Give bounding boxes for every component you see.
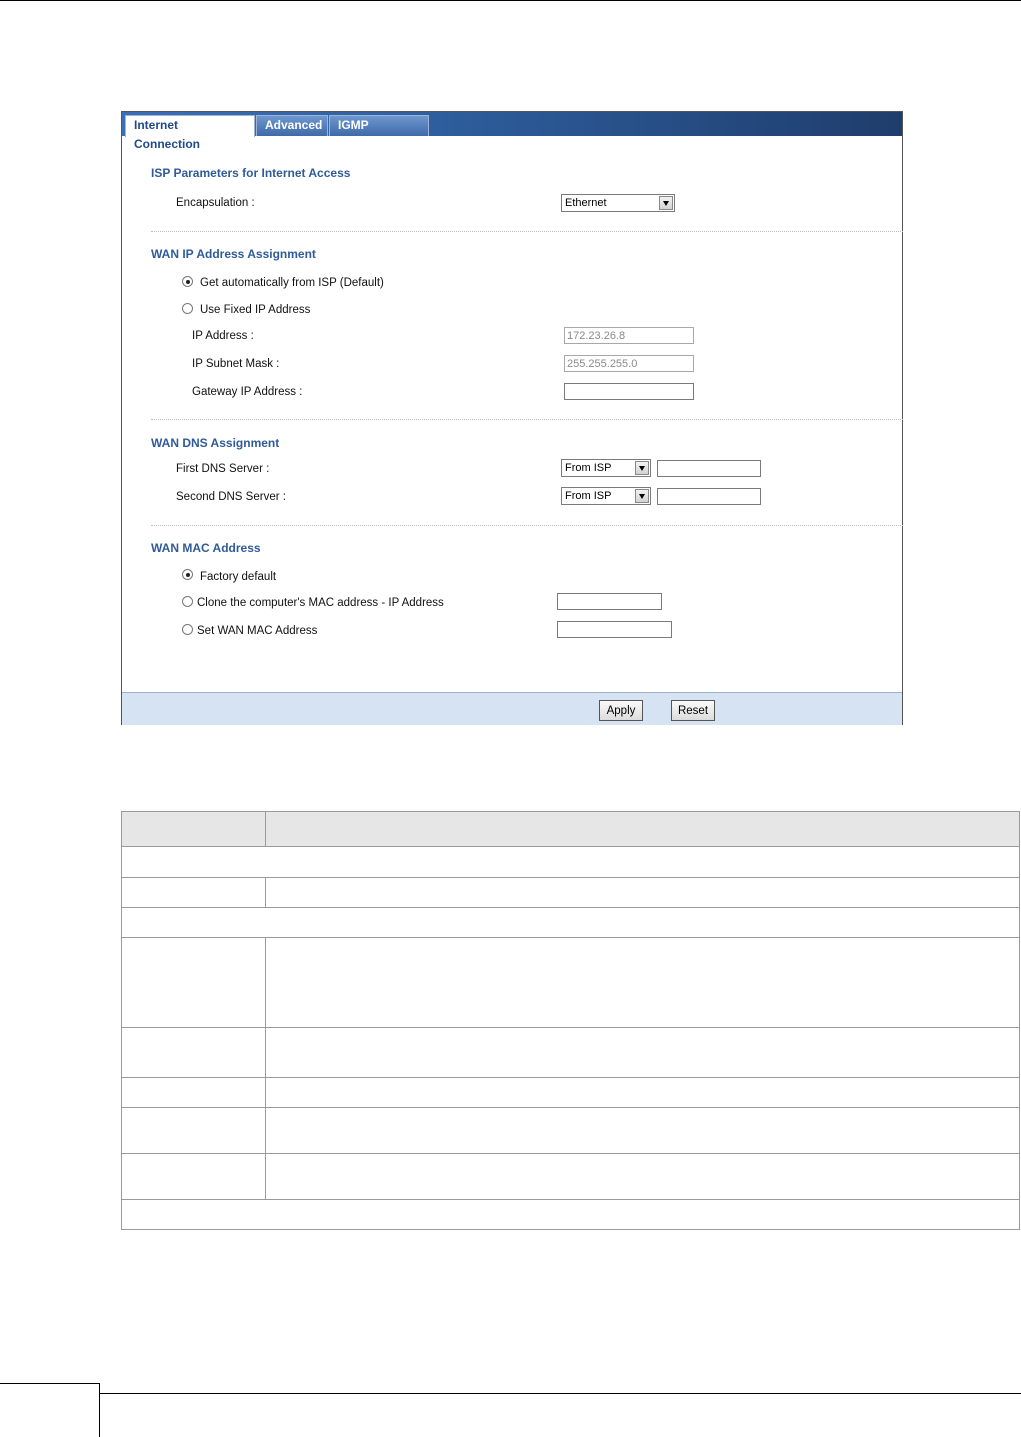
set-wan-mac-field[interactable] <box>557 621 672 638</box>
table-row <box>122 1078 1020 1108</box>
section-divider <box>151 231 903 232</box>
factory-default-radio[interactable] <box>182 569 193 580</box>
wan-ip-assignment-title: WAN IP Address Assignment <box>151 247 316 261</box>
table-header-row <box>122 812 1020 847</box>
table-cell <box>122 847 1020 878</box>
page-number-box <box>0 1383 100 1437</box>
apply-button[interactable]: Apply <box>599 700 643 721</box>
tab-bar <box>122 112 902 151</box>
button-bar <box>122 692 902 725</box>
wan-mac-address-title: WAN MAC Address <box>151 541 261 555</box>
field-description-table <box>121 811 1020 1230</box>
ip-address-label: IP Address : <box>192 330 254 342</box>
first-dns-mode-select[interactable] <box>561 459 651 477</box>
isp-parameters-title: ISP Parameters for Internet Access <box>151 166 351 180</box>
table-header-cell <box>122 812 266 847</box>
clone-mac-ip-field[interactable] <box>557 593 662 610</box>
second-dns-mode-select[interactable] <box>561 487 651 505</box>
table-row <box>122 1154 1020 1200</box>
reset-button[interactable]: Reset <box>671 700 715 721</box>
chevron-down-icon <box>635 489 649 503</box>
table-row <box>122 1108 1020 1154</box>
first-dns-mode-value: From ISP <box>565 462 612 474</box>
get-automatically-label: Get automatically from ISP (Default) <box>200 277 384 289</box>
table-cell <box>122 1200 1020 1230</box>
tab-igmp-blocking[interactable]: IGMP Blocking <box>329 115 429 136</box>
table-row <box>122 847 1020 878</box>
table-cell <box>122 1028 266 1078</box>
table-row <box>122 878 1020 908</box>
ip-address-field[interactable] <box>564 327 694 344</box>
gateway-field[interactable] <box>564 383 694 400</box>
table-cell <box>122 878 266 908</box>
table-cell <box>266 878 1020 908</box>
factory-default-label: Factory default <box>200 571 277 583</box>
first-dns-field[interactable] <box>657 460 761 477</box>
table-row <box>122 938 1020 1028</box>
table-row <box>122 908 1020 938</box>
second-dns-mode-value: From ISP <box>565 490 612 502</box>
section-divider <box>151 419 903 420</box>
chevron-down-icon <box>635 461 649 475</box>
table-row <box>122 1200 1020 1230</box>
internet-connection-panel <box>121 111 903 725</box>
set-wan-mac-radio[interactable] <box>182 624 193 635</box>
table-cell <box>122 1078 266 1108</box>
clone-mac-radio[interactable] <box>182 596 193 607</box>
chevron-down-icon <box>659 196 673 210</box>
table-cell <box>266 938 1020 1028</box>
gateway-label: Gateway IP Address : <box>192 386 303 398</box>
table-cell <box>122 1108 266 1154</box>
table-cell <box>266 1028 1020 1078</box>
clone-mac-label: Clone the computer's MAC address - IP Address <box>197 597 444 609</box>
encapsulation-value: Ethernet <box>565 197 607 209</box>
set-wan-mac-label: Set WAN MAC Address <box>197 625 318 637</box>
top-rule <box>0 0 1021 1</box>
table-cell <box>122 938 266 1028</box>
second-dns-label: Second DNS Server : <box>176 491 286 503</box>
encapsulation-label: Encapsulation : <box>176 197 255 209</box>
subnet-mask-label: IP Subnet Mask : <box>192 358 280 370</box>
footer-rule <box>100 1393 1021 1394</box>
encapsulation-select[interactable] <box>561 194 675 212</box>
table-row <box>122 1028 1020 1078</box>
tab-advanced[interactable]: Advanced <box>256 115 328 136</box>
use-fixed-ip-radio[interactable] <box>182 303 193 314</box>
table-header-cell <box>266 812 1020 847</box>
second-dns-field[interactable] <box>657 488 761 505</box>
table-cell <box>122 1154 266 1200</box>
table-cell <box>266 1108 1020 1154</box>
table-cell <box>266 1154 1020 1200</box>
table-cell <box>266 1078 1020 1108</box>
use-fixed-ip-label: Use Fixed IP Address <box>200 304 311 316</box>
wan-dns-assignment-title: WAN DNS Assignment <box>151 436 280 450</box>
get-automatically-radio[interactable] <box>182 276 193 287</box>
first-dns-label: First DNS Server : <box>176 463 270 475</box>
section-divider <box>151 525 903 526</box>
subnet-mask-field[interactable] <box>564 355 694 372</box>
table-cell <box>122 908 1020 938</box>
tab-internet-connection[interactable]: Internet Connection <box>125 115 255 137</box>
